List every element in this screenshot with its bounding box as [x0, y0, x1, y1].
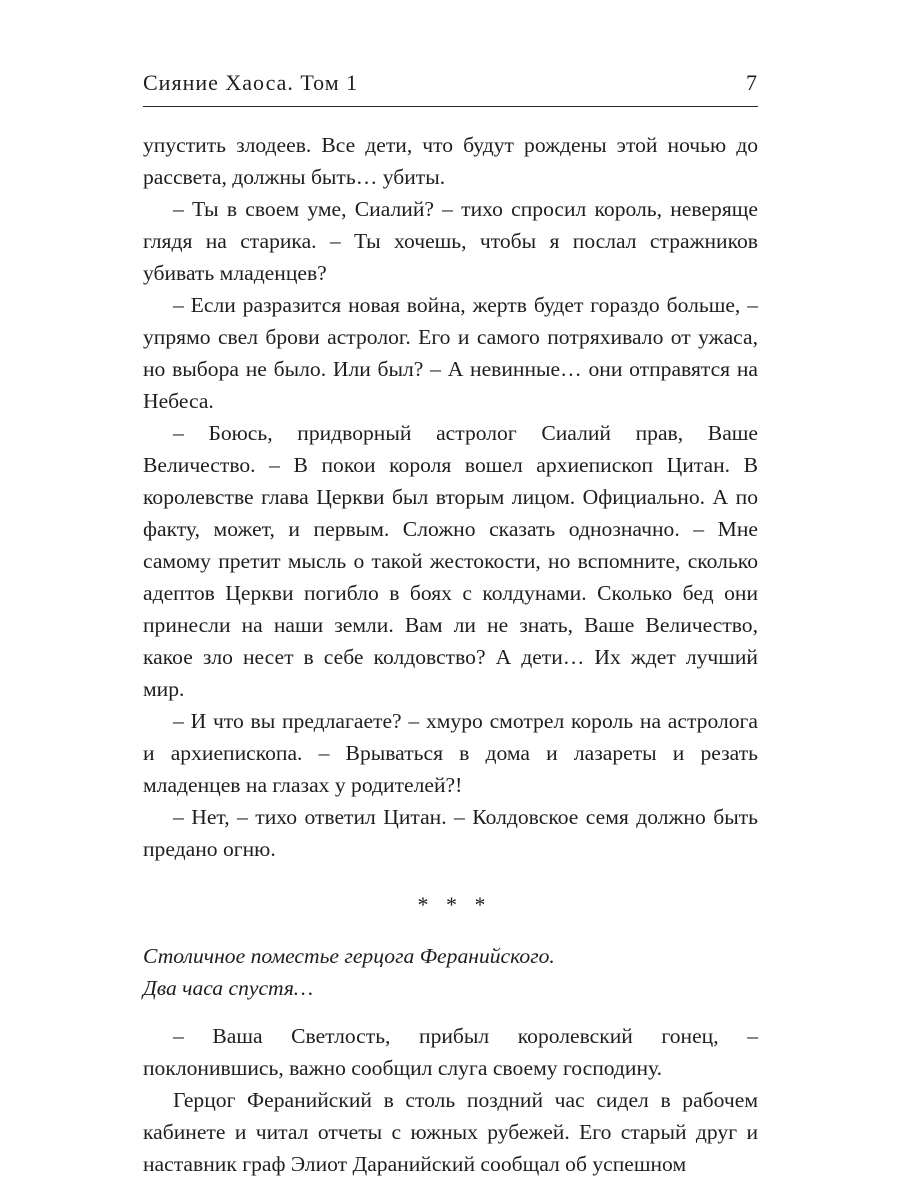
paragraph: – Боюсь, придворный астролог Сиалий прав, Ваше Величество. – В покои короля вошел архиепископ Цитан. В королевстве глава Церкви был вторым лицом. Официально. А по факту, может, и первым. Сложно сказать однозначно. – Мне самому претит мысль о такой жестокости, но вспомните, сколько адептов Церкви погибло в боях с колдунами. Сколько бед они принесли на наши земли. Вам ли не знать, Ваше Величество, какое зло несет в себе колдовство? А дети… Их ждет лучший мир.	[143, 421, 758, 701]
scene-location: Столичное поместье герцога Феранийского.	[143, 944, 555, 968]
page-number: 7	[746, 70, 758, 95]
paragraph: – И что вы предлагаете? – хмуро смотрел король на астролога и архиепископа. – Врываться в дома и лазареты и резать младенцев на глазах у родителей?!	[143, 709, 758, 797]
scene-break: * * *	[417, 892, 492, 917]
header-rule	[143, 106, 758, 107]
book-title: Сияние Хаоса. Том 1	[143, 70, 359, 95]
paragraph: упустить злодеев. Все дети, что будут рождены этой ночью до рассвета, должны быть… убиты.	[143, 133, 758, 189]
paragraph: – Если разразится новая война, жертв будет гораздо больше, – упрямо свел брови астролог. Его и самого потряхивало от ужаса, но выбора не было. Или был? – А невинные… они отправятся на Небеса.	[143, 293, 758, 413]
running-header	[143, 66, 758, 100]
spacer	[143, 1004, 758, 1020]
paragraph: – Нет, – тихо ответил Цитан. – Колдовское семя должно быть предано огню.	[143, 805, 758, 861]
book-page	[143, 66, 758, 1180]
paragraph: Герцог Феранийский в столь поздний час сидел в рабочем кабинете и читал отчеты с южных рубежей. Его старый друг и наставник граф Элиот Даранийский сообщал об успешном	[143, 1088, 758, 1176]
page-body	[143, 129, 758, 1180]
paragraph: – Ваша Светлость, прибыл королевский гонец, – поклонившись, важно сообщил слуга своему господину.	[143, 1024, 758, 1080]
paragraph: – Ты в своем уме, Сиалий? – тихо спросил король, неверяще глядя на старика. – Ты хочешь, чтобы я послал стражников убивать младенцев?	[143, 197, 758, 285]
scene-time: Два часа спустя…	[143, 976, 314, 1000]
